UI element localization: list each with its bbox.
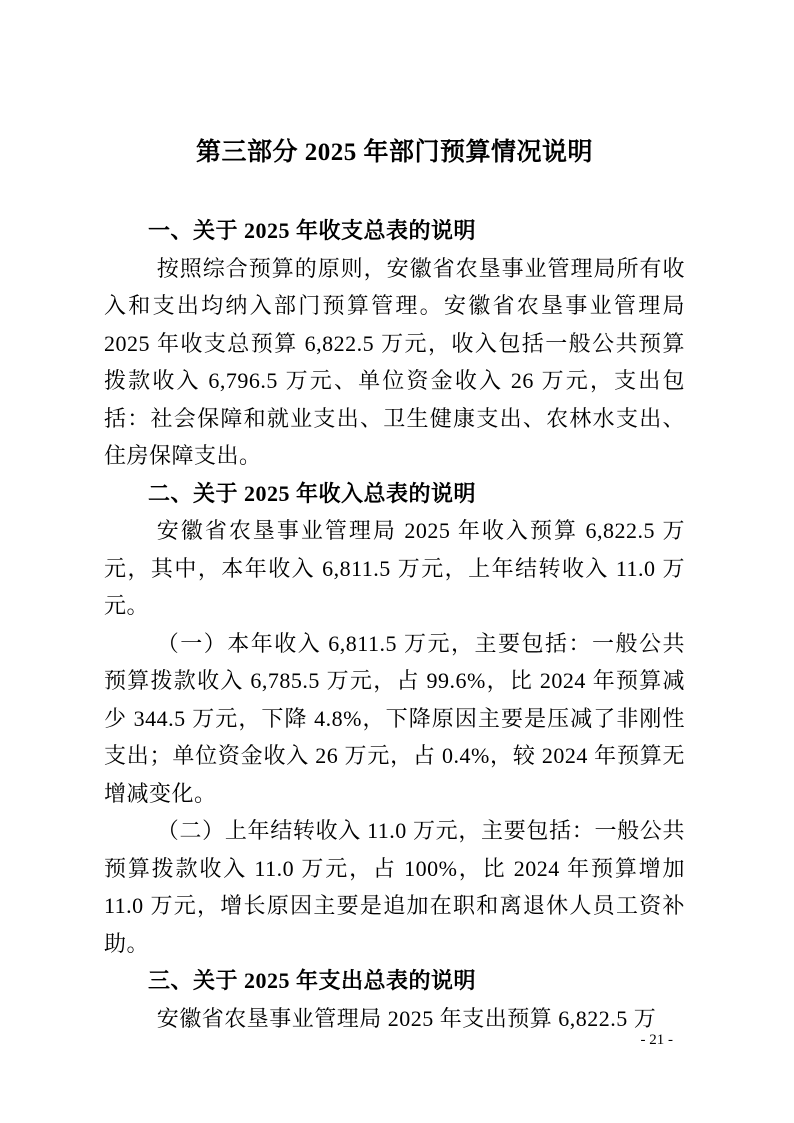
page-title: 第三部分 2025 年部门预算情况说明 xyxy=(195,139,593,166)
section-heading-3: 三、关于 2025 年支出总表的说明 xyxy=(148,968,477,993)
section-heading-1: 一、关于 2025 年收支总表的说明 xyxy=(148,218,477,243)
page-number: - 21 - xyxy=(640,1032,673,1048)
paragraph-income-current-year: （一）本年收入 6,811.5 万元，主要包括：一般公共预算拨款收入 6,785.5 万元，占 99.6%，比 2024 年预算减少 344.5 万元，下降 4.8%，下降原因主要是压减了非刚性支出；单位资金收入 26 万元，占 0.4%，较 2024 年预算无增减变化。 xyxy=(104,630,685,806)
paragraph-income-carryover: （二）上年结转收入 11.0 万元，主要包括：一般公共预算拨款收入 11.0 万元，占 100%，比 2024 年预算增加 11.0 万元，增长原因主要是追加在职和离退休人员工资补助。 xyxy=(104,818,685,956)
document-body xyxy=(104,0,685,1037)
section-heading-2: 二、关于 2025 年收入总表的说明 xyxy=(148,480,477,506)
paragraph-income-total: 安徽省农垦事业管理局 2025 年收入预算 6,822.5 万元，其中，本年收入 6,811.5 万元，上年结转收入 11.0 万元。 xyxy=(104,518,685,618)
paragraph-expenditure-total: 安徽省农垦事业管理局 2025 年支出预算 6,822.5 万 xyxy=(156,1005,657,1031)
paragraph-overview: 按照综合预算的原则，安徽省农垦事业管理局所有收入和支出均纳入部门预算管理。安徽省农垦事业管理局 2025 年收支总预算 6,822.5 万元，收入包括一般公共预算拨款收入 6,796.5 万元、单位资金收入 26 万元，支出包括：社会保障和就业支出、卫生健康支出、农林水支出、住房保障支出。 xyxy=(104,255,685,468)
